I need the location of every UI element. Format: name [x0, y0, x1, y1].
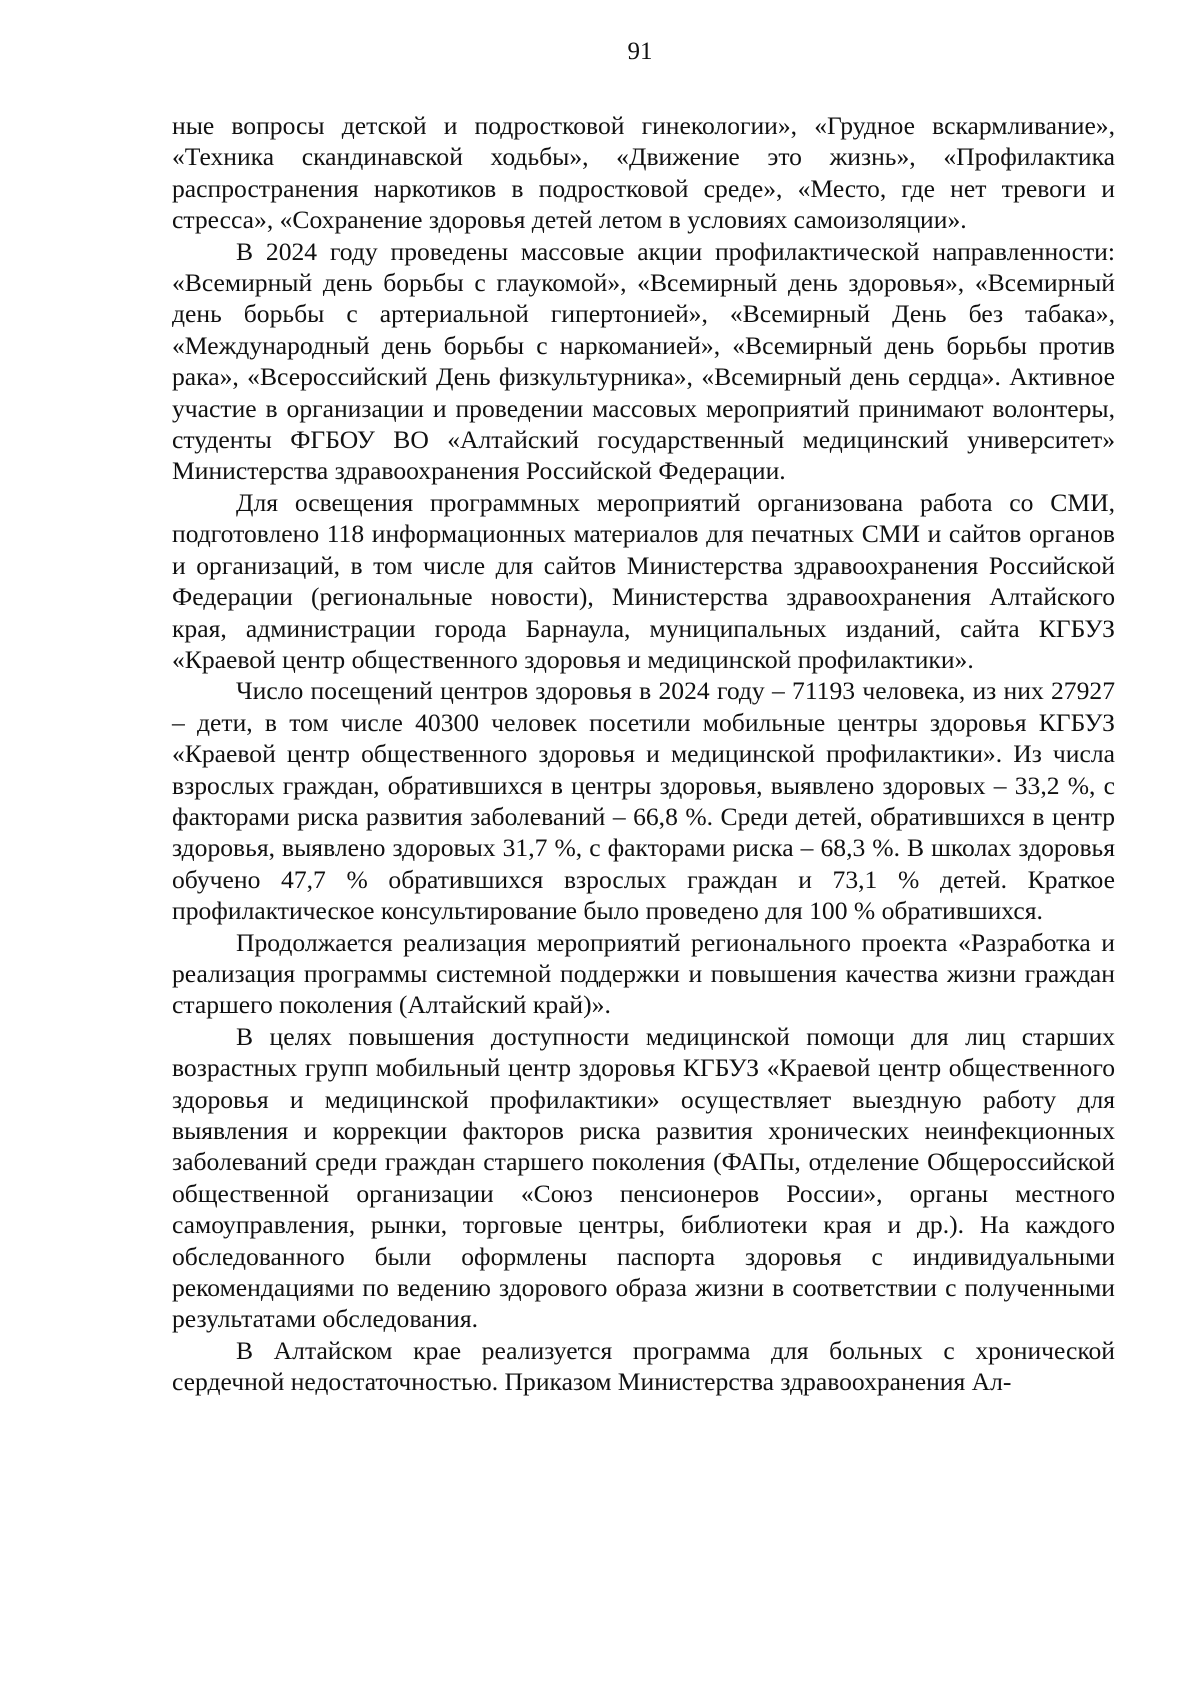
document-body: [172, 110, 1115, 1398]
paragraph-continued: ные вопросы детской и подростковой гинекологии», «Грудное вскармливание», «Техника скандинавской ходьбы», «Движение это жизнь», «Профилактика распространения наркотиков в подростковой среде», «Место, где нет тревоги и стресса», «Сохранение здоровья детей летом в условиях самоизоляции».: [172, 111, 1115, 235]
page-number: 91: [627, 38, 653, 65]
paragraph-mobile-center: В целях повышения доступности медицинской помощи для лиц старших возрастных групп мобильный центр здоровья КГБУЗ «Краевой центр общественного здоровья и медицинской профилактики» осуществляет выездную работу для выявления и коррекции факторов риска развития хронических неинфекционных заболеваний среди граждан старшего поколения (ФАПы, отделение Общероссийской общественной организации «Союз пенсионеров России», органы местного самоуправления, рынки, торговые центры, библиотеки края и др.). На каждого обследованного были оформлены паспорта здоровья с индивидуальными рекомендациями по ведению здорового образа жизни в соответствии с полученными результатами обследования.: [172, 1021, 1115, 1334]
paragraph-health-center-visits: Число посещений центров здоровья в 2024 году – 71193 человека, из них 27927 – дети, в том числе 40300 человек посетили мобильные центры здоровья КГБУЗ «Краевой центр общественного здоровья и медицинской профилактики». Из числа взрослых граждан, обратившихся в центры здоровья, выявлено здоровых – 33,2 %, с факторами риска развития заболеваний – 66,8 %. Среди детей, обратившихся в центр здоровья, выявлено здоровых 31,7 %, с факторами риска – 68,3 %. В школах здоровья обучено 47,7 % обратившихся взрослых граждан и 73,1 % детей. Краткое профилактическое консультирование было проведено для 100 % обратившихся.: [172, 676, 1115, 926]
paragraph-media-coverage: Для освещения программных мероприятий организована работа со СМИ, подготовлено 118 информационных материалов для печатных СМИ и сайтов органов и организаций, в том числе для сайтов Министерства здравоохранения Российской Федерации (региональные новости), Министерства здравоохранения Алтайского края, администрации города Барнаула, муниципальных изданий, сайта КГБУЗ «Краевой центр общественного здоровья и медицинской профилактики».: [172, 487, 1115, 674]
paragraph-heart-failure-program: В Алтайском крае реализуется программа для больных с хронической сердечной недостаточностью. Приказом Министерства здравоохранения Ал-: [172, 1335, 1115, 1397]
paragraph-regional-project: Продолжается реализация мероприятий регионального проекта «Разработка и реализация программы системной поддержки и повышения качества жизни граждан старшего поколения (Алтайский край)».: [172, 927, 1115, 1020]
paragraph-mass-campaigns: В 2024 году проведены массовые акции профилактической направленности: «Всемирный день борьбы с глаукомой», «Всемирный день здоровья», «Всемирный день борьбы с артериальной гипертонией», «Всемирный День без табака», «Международный день борьбы с наркоманией», «Всемирный день борьбы против рака», «Всероссийский День физкультурника», «Всемирный день сердца». Активное участие в организации и проведении массовых мероприятий принимают волонтеры, студенты ФГБОУ ВО «Алтайский государственный медицинский университет» Министерства здравоохранения Российской Федерации.: [172, 236, 1115, 486]
